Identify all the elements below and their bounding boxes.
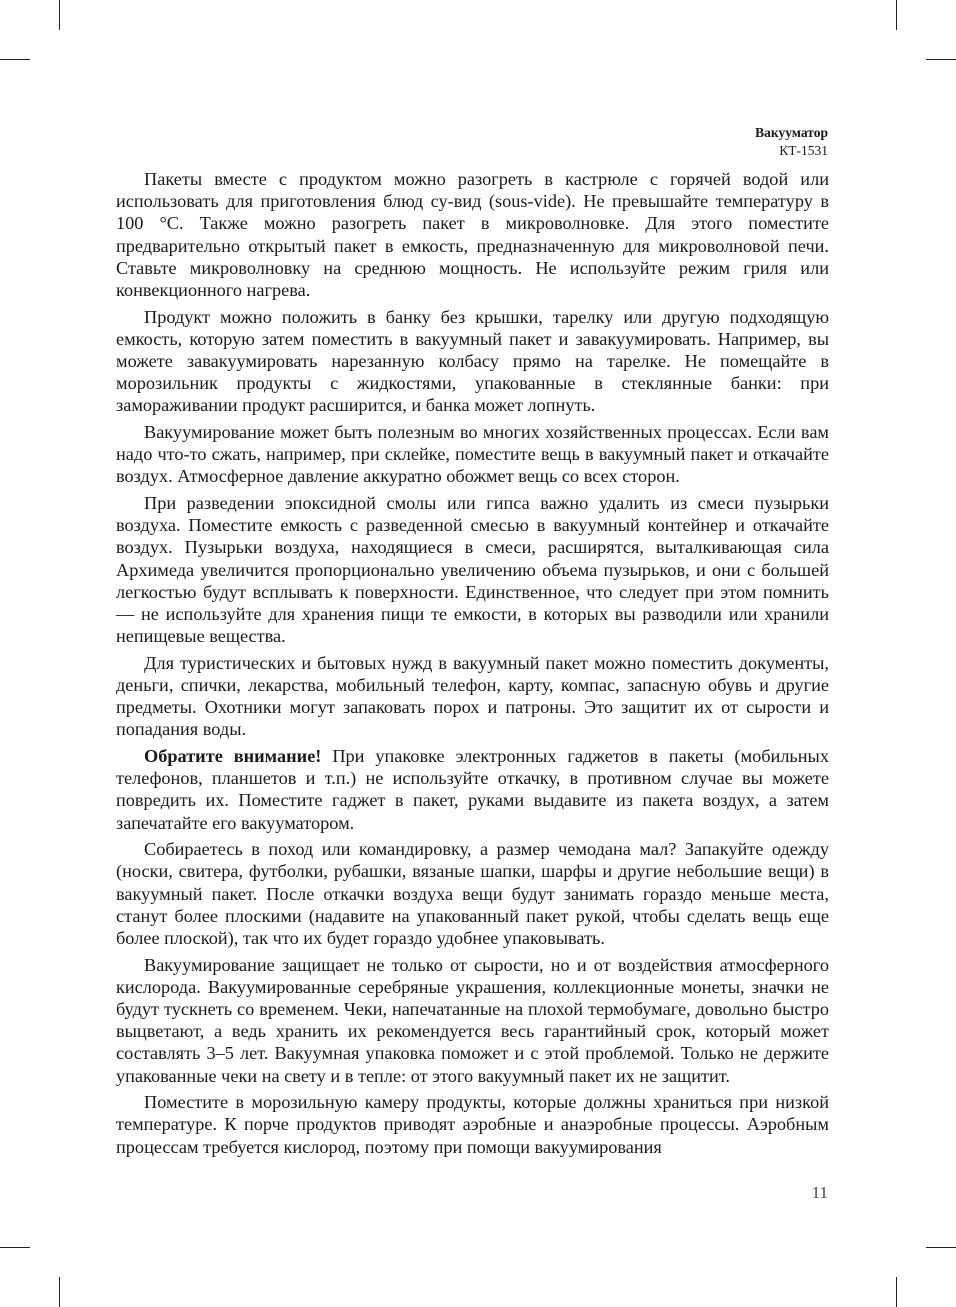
crop-mark [59,0,60,30]
crop-mark [0,1247,30,1248]
paragraph: Продукт можно положить в банку без крышки, тарелку или другую подходящую емкость, которую затем поместить в вакуумный пакет и завакуумировать. Например, вы можете завакуумировать нарезанную колбасу прямо на тарелке. Не помещайте в морозильник продукты с жидкостями, упакованные в стеклянные банки: при замораживании продукт расширится, и банка может лопнуть. [116,306,829,416]
running-head-model: КТ-1531 [779,143,828,158]
paragraph: Собираетесь в поход или командировку, а размер чемодана мал? Запакуйте одежду (носки, свитера, футболки, рубашки, вязаные шапки, шарфы и другие небольшие вещи) в вакуумный пакет. После откачки воздуха вещи будут занимать гораздо меньше места, станут более плоскими (надавите на упакованный пакет рукой, чтобы сделать вещь еще более плоской), так что их будет гораздо удобнее упаковывать. [116,839,829,949]
crop-mark [926,59,956,60]
crop-mark [896,1277,897,1307]
paragraph: Вакуумирование может быть полезным во многих хозяйственных процессах. Если вам надо что-то сжать, например, при склейке, поместите вещь в вакуумный пакет и откачайте воздух. Атмосферное давление аккуратно обожмет вещь со всех сторон. [116,422,829,487]
paragraph-notice: Обратите внимание! При упаковке электронных гаджетов в пакеты (мобильных телефонов, планшетов и т.п.) не используйте откачку, в противном случае вы можете повредить их. Поместите гаджет в пакет, руками выдавите из пакета воздух, а затем запечатайте его вакууматором. [116,746,829,833]
notice-lead: Обратите внимание! [144,746,322,767]
paragraph: Для туристических и бытовых нужд в вакуумный пакет можно поместить документы, деньги, спички, лекарства, мобильный телефон, карту, компас, запасную обувь и другие предметы. Охотники могут запаковать порох и патроны. Это защитит их от сырости и попадания воды. [116,652,829,740]
crop-mark [0,59,30,60]
paragraph: Поместите в морозильную камеру продукты, которые должны храниться при низкой температуре. К порче продуктов приводят аэробные и анаэробные процессы. Аэробным процессам требуется кислород, поэтому при помощи вакуумирования [116,1092,829,1157]
crop-mark [59,1277,60,1307]
crop-mark [896,0,897,30]
running-head-title: Вакууматор [755,125,828,140]
crop-mark [926,1247,956,1248]
paragraph: При разведении эпоксидной смолы или гипса важно удалить из смеси пузырьки воздуха. Поместите емкость с разведенной смесью в вакуумный контейнер и откачайте воздух. Пузырьки воздуха, находящиеся в смеси, расширятся, выталкивающая сила Архимеда увеличится пропорционально увеличению объема пузырьков, и они с большей легкостью будут всплывать к поверхности. Единственное, что следует при этом помнить — не используйте для хранения пищи те емкости, в которых вы разводили или хранили непищевые вещества. [116,493,829,647]
page-number: 11 [811,1183,828,1202]
body-text [116,168,829,1162]
paragraph: Пакеты вместе с продуктом можно разогреть в кастрюле с горячей водой или использовать для приготовления блюд су-вид (sous-vide). Не превышайте температуру в 100 °С. Также можно разогреть пакет в микроволновке. Для этого поместите предварительно открытый пакет в емкость, предназначенную для микроволновой печи. Ставьте микроволновку на среднюю мощность. Не используйте режим гриля или конвекционного нагрева. [116,169,829,301]
running-head [755,124,828,160]
paragraph: Вакуумирование защищает не только от сырости, но и от воздействия атмосферного кислорода. Вакуумированные серебряные украшения, коллекционные монеты, значки не будут тускнеть со временем. Чеки, напечатанные на плохой термобумаге, довольно быстро выцветают, а ведь хранить их рекомендуется весь гарантийный срок, который может составлять 3–5 лет. Вакуумная упаковка поможет и с этой проблемой. Только не держите упакованные чеки на свету и в тепле: от этого вакуумный пакет их не защитит. [116,954,829,1086]
